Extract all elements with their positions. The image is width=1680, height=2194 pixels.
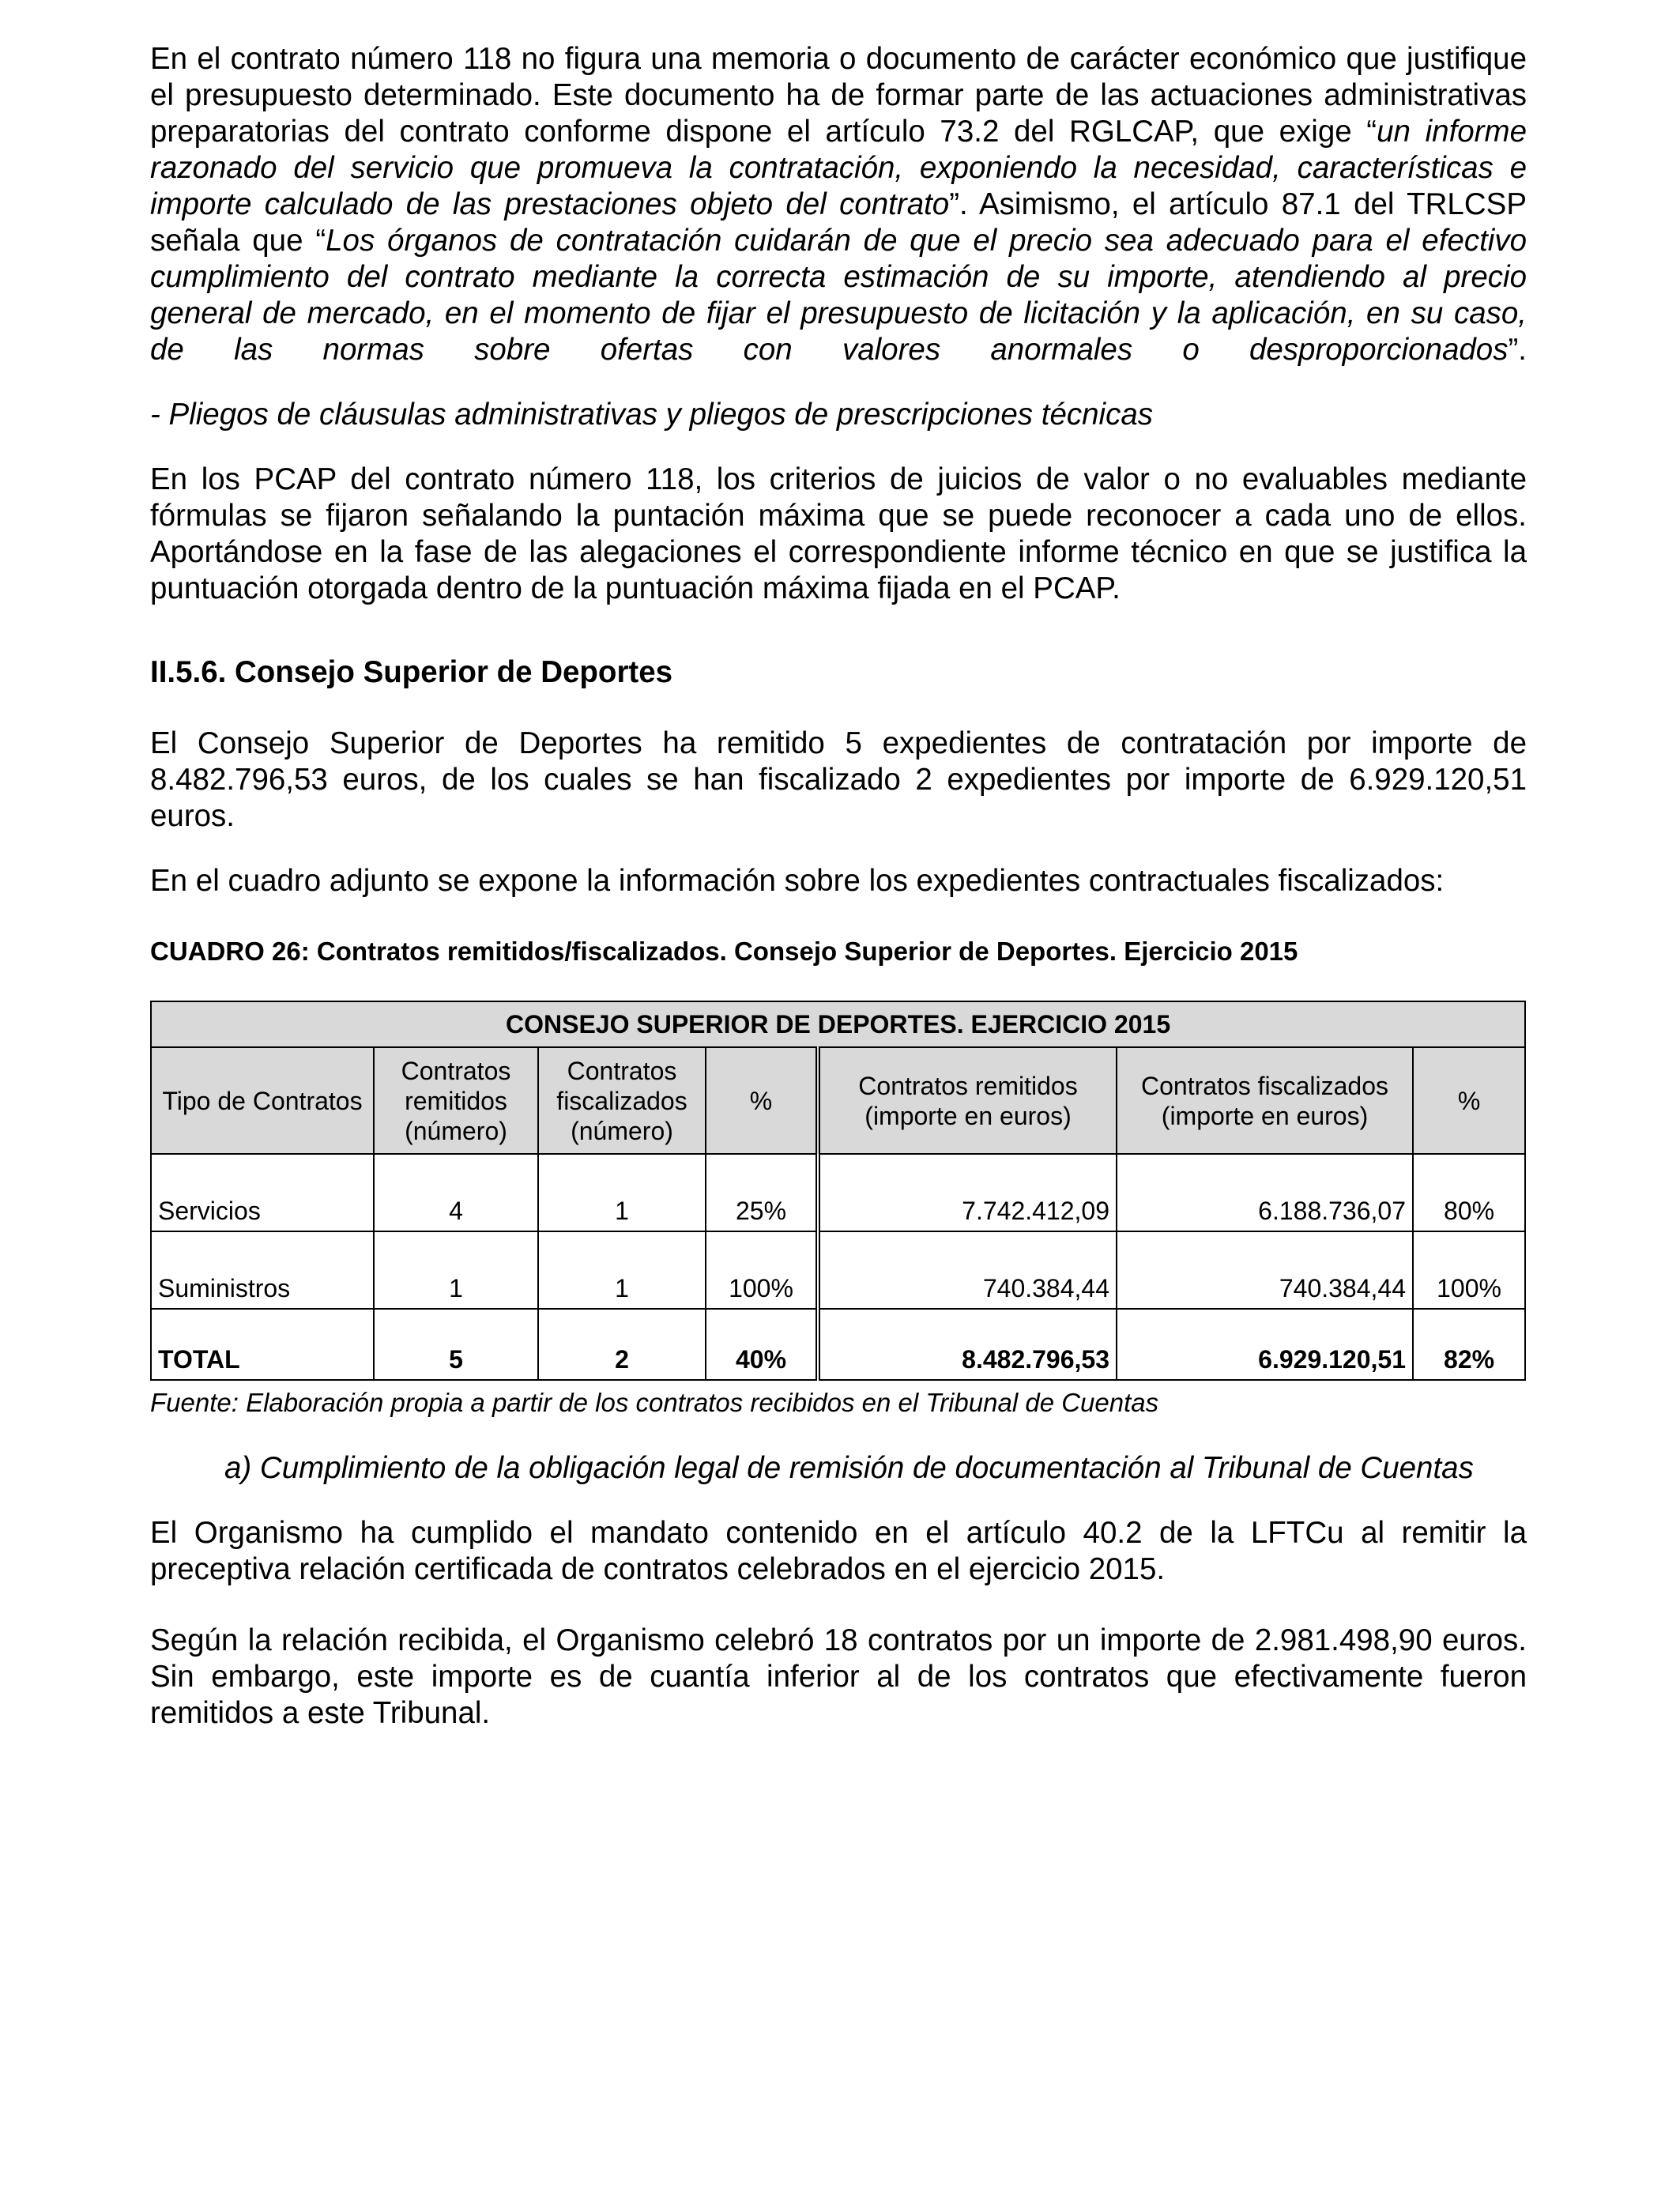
- paragraph-relacion: Según la relación recibida, el Organismo celebró 18 contratos por un importe de 2.981.498,90 euros. Sin embargo, este importe es de cuantía inferior al de los contratos que efectivamente fueron remitidos a este Tribunal.: [150, 1623, 1527, 1730]
- table-source: Fuente: Elaboración propia a partir de los contratos recibidos en el Tribunal de Cuentas: [150, 1388, 1159, 1417]
- table-cell: 82%: [1413, 1309, 1525, 1380]
- table-cell: 7.742.412,09: [818, 1154, 1117, 1231]
- contracts-table: [150, 1001, 1526, 1381]
- quote-trlcsp: Los órganos de contratación cuidarán de que el precio sea adecuado para el efectivo cumplimiento del contrato mediante la correcta estimación de su importe, atendiendo al precio general de mercado, en el momento de fijar el presupuesto de licitación y la aplicación, en su caso, de las normas sobre ofertas con valores anormales o desproporcionados: [150, 224, 1527, 367]
- table-cell: TOTAL: [151, 1309, 374, 1380]
- paragraph-text: ”. Asimismo, el artículo 87.1 del TRLCSP señala que “: [150, 187, 1527, 258]
- paragraph-text: En el contrato número 118 no figura una memoria o documento de carácter económico que justifique el presupuesto determinado. Este documento ha de formar parte de las actuaciones administrativas preparatorias del contrato conforme dispone el artículo 73.2 del RGLCAP, que exige “: [150, 42, 1527, 149]
- table-cell: 40%: [706, 1309, 818, 1380]
- table-cell: 2: [538, 1309, 706, 1380]
- column-header: %: [706, 1047, 818, 1154]
- column-header: Tipo de Contratos: [151, 1047, 374, 1154]
- quote-rglcap: un informe razonado del servicio que promueva la contratación, exponiendo la necesidad, características e importe calculado de las prestaciones objeto del contrato: [150, 115, 1527, 221]
- table-cell: 740.384,44: [818, 1231, 1117, 1309]
- table-cell: 80%: [1413, 1154, 1525, 1231]
- paragraph-remitidos: El Consejo Superior de Deportes ha remitido 5 expedientes de contratación por importe de 8.482.796,53 euros, de los cuales se han fiscalizado 2 expedientes por importe de 6.929.120,51 euros.: [150, 726, 1527, 833]
- column-header: Contratos fiscalizados (número): [538, 1047, 706, 1154]
- paragraph-pcap: En los PCAP del contrato número 118, los criterios de juicios de valor o no evaluables mediante fórmulas se fijaron señalando la puntación máxima que se puede reconocer a cada uno de ellos. Aportándose en la fase de las alegaciones el correspondiente informe técnico en que se justifica la puntuación otorgada dentro de la puntuación máxima fijada en el PCAP.: [150, 462, 1527, 605]
- table-cell: 1: [538, 1154, 706, 1231]
- column-header: Contratos remitidos (importe en euros): [818, 1047, 1117, 1154]
- table-cell: Suministros: [151, 1231, 374, 1309]
- paragraph-lftcu: El Organismo ha cumplido el mandato contenido en el artículo 40.2 de la LFTCu al remitir la preceptiva relación certificada de contratos celebrados en el ejercicio 2015.: [150, 1516, 1527, 1586]
- table-cell: Servicios: [151, 1154, 374, 1231]
- paragraph-text: ”.: [1508, 333, 1527, 367]
- table-cell: 6.188.736,07: [1117, 1154, 1413, 1231]
- paragraph-cuadro-intro: En el cuadro adjunto se expone la información sobre los expedientes contractuales fiscalizados:: [150, 864, 1445, 898]
- table-cell: 25%: [706, 1154, 818, 1231]
- table-caption: CUADRO 26: Contratos remitidos/fiscalizados. Consejo Superior de Deportes. Ejercicio 2015: [150, 937, 1298, 966]
- document-page: [150, 41, 1527, 1732]
- table-cell: 100%: [706, 1231, 818, 1309]
- table-cell: 100%: [1413, 1231, 1525, 1309]
- subtitle-pliegos: - Pliegos de cláusulas administrativas y pliegos de prescripciones técnicas: [150, 398, 1153, 432]
- paragraph-contrato-118: [150, 41, 1527, 368]
- table-cell: 4: [374, 1154, 538, 1231]
- table-cell: 1: [538, 1231, 706, 1309]
- table-cell: 8.482.796,53: [818, 1309, 1117, 1380]
- subheading-cumplimiento: a) Cumplimiento de la obligación legal de remisión de documentación al Tribunal de Cuentas: [224, 1451, 1474, 1485]
- table-cell: 740.384,44: [1117, 1231, 1413, 1309]
- column-header: Contratos remitidos (número): [374, 1047, 538, 1154]
- table-title: CONSEJO SUPERIOR DE DEPORTES. EJERCICIO 2015: [151, 1001, 1525, 1047]
- table-row: [151, 1231, 1525, 1309]
- table-row-total: [151, 1309, 1525, 1380]
- column-header: %: [1413, 1047, 1525, 1154]
- table-row: [151, 1154, 1525, 1231]
- column-header: Contratos fiscalizados (importe en euros): [1117, 1047, 1413, 1154]
- table-cell: 6.929.120,51: [1117, 1309, 1413, 1380]
- table-cell: 5: [374, 1309, 538, 1380]
- section-heading: II.5.6. Consejo Superior de Deportes: [150, 655, 673, 689]
- table-cell: 1: [374, 1231, 538, 1309]
